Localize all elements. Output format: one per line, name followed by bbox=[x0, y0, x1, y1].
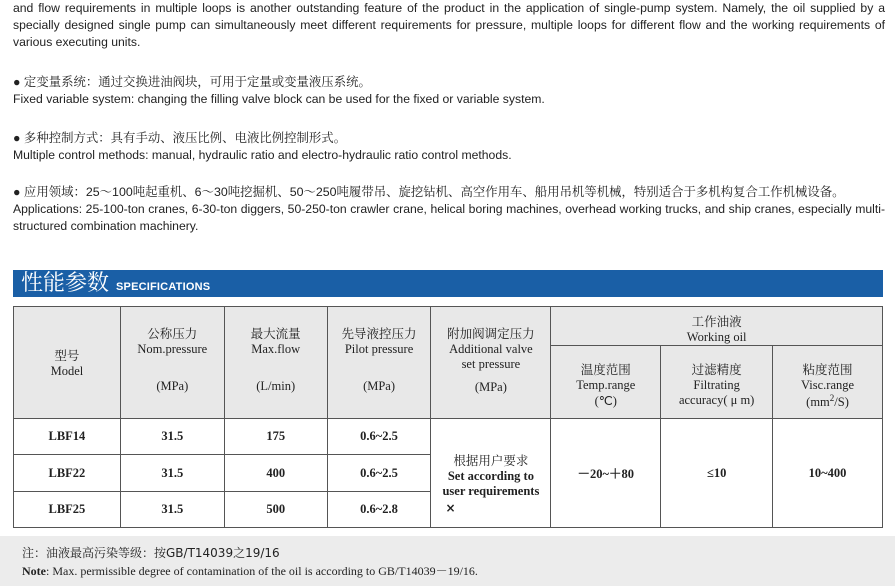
header-filtration: 过滤精度 Filtrating accuracy( μ m) bbox=[661, 346, 773, 419]
feature-cn: ● 定变量系统：通过交换进油阀块，可用于定量或变量液压系统。 bbox=[13, 75, 371, 89]
table-row bbox=[14, 419, 883, 455]
feature-en: Multiple control methods: manual, hydraulic ratio and electro-hydraulic ratio control methods. bbox=[13, 148, 512, 162]
feature-applications bbox=[13, 184, 885, 235]
intro-text: and flow requirements in multiple loops is another outstanding feature of the product in the application of single-pump system. Namely, the oil supplied by a specially designed single pump can simultaneously meet different requirements for pressure, multiple loops for different flow and the working requirements of various executing units. bbox=[13, 1, 885, 49]
cell-viscosity: 10~400 bbox=[773, 419, 883, 528]
header-valve: 附加阀调定压力 Additional valve set pressure (MPa) bbox=[431, 307, 551, 419]
feature-cn: ● 应用领域：25～100吨起重机、6～30吨挖掘机、50～250吨履带吊、旋挖钻机、高空作用车、船用吊机等机械，特别适合于多机构复合工作机械设备。 bbox=[13, 185, 845, 199]
cell-pressure: 31.5 bbox=[120, 455, 224, 492]
feature-en: Fixed variable system: changing the filling valve block can be used for the fixed or variable system. bbox=[13, 92, 545, 106]
feature-fixed-variable bbox=[13, 74, 885, 108]
header-model: 型号 Model bbox=[14, 307, 121, 419]
feature-cn: ● 多种控制方式：具有手动、液压比例、电液比例控制形式。 bbox=[13, 131, 347, 145]
header-working-oil: 工作油液 Working oil bbox=[551, 307, 883, 346]
footnote-cn: 注：油液最高污染等级：按GB/T14039之19/16 bbox=[22, 546, 280, 560]
intro-paragraph bbox=[13, 0, 885, 51]
cell-pilot: 0.6~2.5 bbox=[327, 455, 431, 492]
cell-filtration: ≤10 bbox=[661, 419, 773, 528]
cell-pressure: 31.5 bbox=[120, 492, 224, 528]
cell-model: LBF25 bbox=[14, 492, 121, 528]
cell-temp: －20~＋80 bbox=[551, 419, 661, 528]
cell-pilot: 0.6~2.8 bbox=[327, 492, 431, 528]
cell-pilot: 0.6~2.5 bbox=[327, 419, 431, 455]
header-viscosity: 粘度范围 Visc.range $(mm^2/S)$ bbox=[773, 346, 883, 419]
feature-en: Applications: 25-100-ton cranes, 6-30-ton diggers, 50-250-ton crawler crane, helical boring machines, overhead working trucks, and ship cranes, especially multi-structured combination machinery. bbox=[13, 202, 885, 233]
header-pressure: 公称压力 Nom.pressure (MPa) bbox=[120, 307, 224, 419]
cell-pressure: 31.5 bbox=[120, 419, 224, 455]
header-pilot: 先导液控压力 Pilot pressure (MPa) bbox=[327, 307, 431, 419]
table-header-row bbox=[14, 307, 883, 346]
footnote-en: Note: Max. permissible degree of contamination of the oil is according to GB/T14039－19/16. bbox=[22, 564, 478, 578]
cell-model: LBF14 bbox=[14, 419, 121, 455]
cell-flow: 500 bbox=[224, 492, 327, 528]
section-header-band bbox=[13, 270, 883, 297]
feature-control-methods bbox=[13, 130, 885, 164]
cell-valve-setting: 根据用户要求 Set according to user requirements × bbox=[431, 419, 551, 528]
header-temp: 温度范围 Temp.range (℃) bbox=[551, 346, 661, 419]
cell-model: LBF22 bbox=[14, 455, 121, 492]
cell-flow: 175 bbox=[224, 419, 327, 455]
section-title-en: SPECIFICATIONS bbox=[116, 281, 211, 293]
valve-mark-icon: × bbox=[445, 501, 456, 515]
specifications-table bbox=[13, 306, 883, 528]
section-title-cn: 性能参数 bbox=[21, 271, 110, 296]
footnote bbox=[0, 536, 895, 586]
cell-flow: 400 bbox=[224, 455, 327, 492]
header-flow: 最大流量 Max.flow (L/min) bbox=[224, 307, 327, 419]
